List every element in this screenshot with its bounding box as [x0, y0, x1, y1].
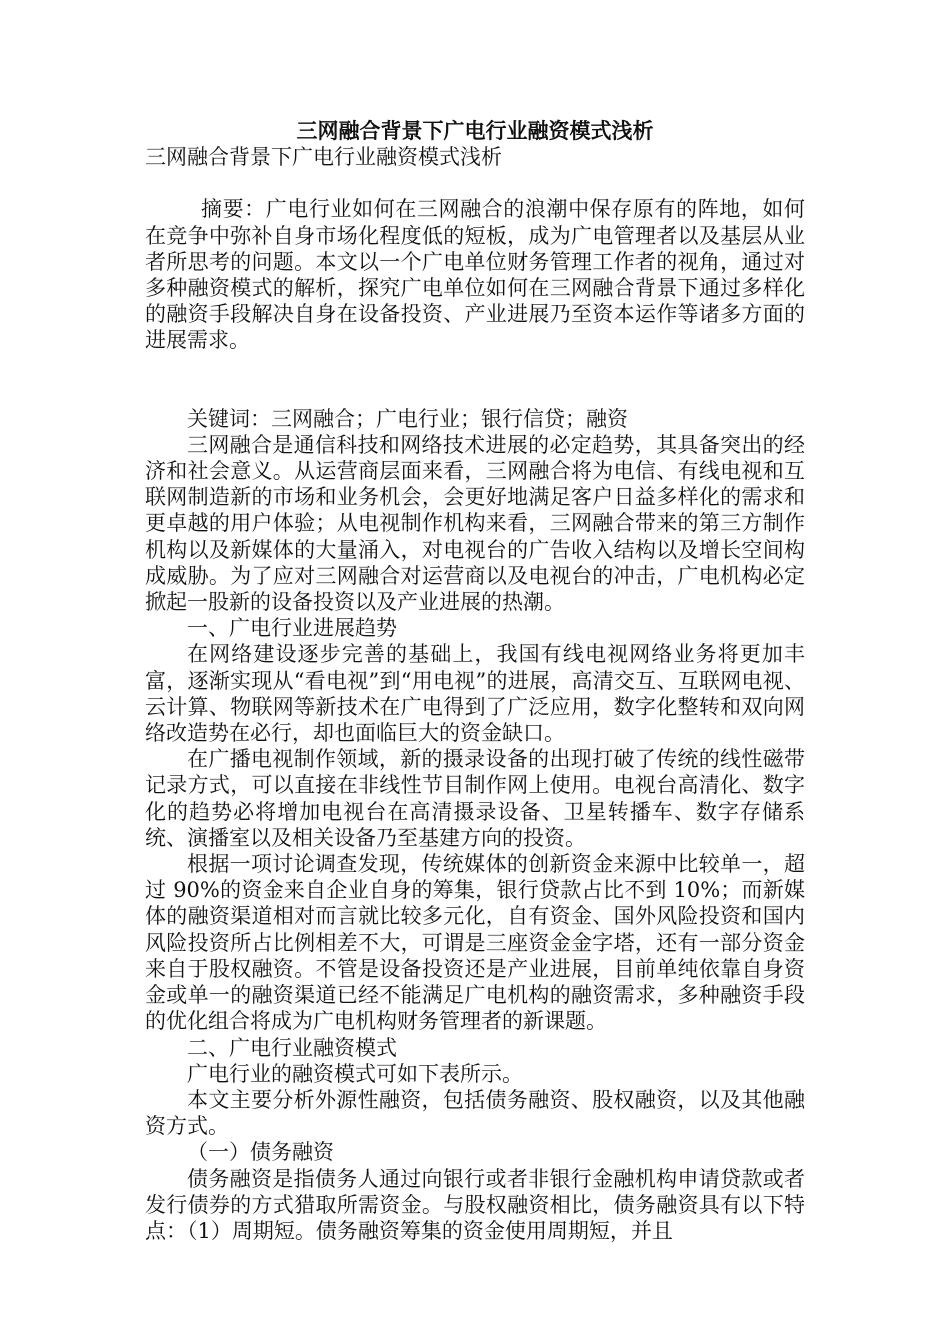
- body-paragraph: 在广播电视制作领域，新的摄录设备的出现打破了传统的线性磁带记录方式，可以直接在非线性节目制作网上使用。电视台高清化、数字化的趋势必将增加电视台在高清摄录设备、卫星转播车、数字存储系统、演播室以及相关设备乃至基建方向的投资。: [145, 747, 805, 850]
- document-subtitle: 三网融合背景下广电行业融资模式浅析: [145, 145, 502, 170]
- intro-paragraph: 三网融合是通信科技和网络技术进展的必定趋势，其具备突出的经济和社会意义。从运营商层面来看，三网融合将为电信、有线电视和互联网制造新的市场和业务机会，会更好地满足客户日益多样化的需求和更卓越的用户体验；从电视制作机构来看，三网融合带来的第三方制作机构以及新媒体的大量涌入，对电视台的广告收入结构以及增长空间构成威胁。为了应对三网融合对运营商以及电视台的冲击，广电机构必定掀起一股新的设备投资以及产业进展的热潮。: [145, 432, 805, 615]
- body-paragraph: 广电行业的融资模式可如下表所示。: [187, 1061, 523, 1086]
- body-paragraph: 在网络建设逐步完善的基础上，我国有线电视网络业务将更加丰富，逐渐实现从“看电视”到“用电视”的进展，高清交互、互联网电视、云计算、物联网等新技术在广电得到了广泛应用，数字化整转和双向网络改造势在必行，却也面临巨大的资金缺口。: [145, 642, 805, 746]
- keywords-line: 关键词：三网融合；广电行业；银行信贷；融资: [187, 406, 628, 431]
- spacer: [145, 380, 805, 406]
- body-paragraph: 债务融资是指债务人通过向银行或者非银行金融机构申请贷款或者发行债券的方式猎取所需资金。与股权融资相比，债务融资具有以下特点：（1）周期短。债务融资筹集的资金使用周期短，并且: [145, 1166, 805, 1243]
- spacer: [145, 354, 805, 380]
- body-paragraph: 根据一项讨论调查发现，传统媒体的创新资金来源中比较单一，超过 90%的资金来自企业自身的筹集，银行贷款占比不到 10%；而新媒体的融资渠道相对而言就比较多元化，自有资金、国外风险投资和国内风险投资所占比例相差不大，可谓是三座资金金字塔，还有一部分资金来自于股权融资。不管是设备投资还是产业进展，目前单纯依靠自身资金或单一的融资渠道已经不能满足广电机构的融资需求，多种融资手段的优化组合将成为广电机构财务管理者的新课题。: [145, 852, 805, 1034]
- body-paragraph: 本文主要分析外源性融资，包括债务融资、股权融资，以及其他融资方式。: [145, 1087, 805, 1139]
- subsection-heading: （一）债务融资: [187, 1140, 334, 1165]
- section-heading-1: 一、广电行业进展趋势: [187, 616, 397, 641]
- spacer: [145, 170, 805, 196]
- abstract-paragraph: 摘要：广电行业如何在三网融合的浪潮中保存原有的阵地，如何在竞争中弥补自身市场化程度低的短板，成为广电管理者以及基层从业者所思考的问题。本文以一个广电单位财务管理工作者的视角，通过对多种融资模式的解析，探究广电单位如何在三网融合背景下通过多样化的融资手段解决自身在设备投资、产业进展乃至资本运作等诸多方面的进展需求。: [145, 197, 805, 353]
- document-title: 三网融合背景下广电行业融资模式浅析: [296, 118, 654, 143]
- document-page: [145, 118, 805, 1244]
- section-heading-2: 二、广电行业融资模式: [187, 1035, 397, 1060]
